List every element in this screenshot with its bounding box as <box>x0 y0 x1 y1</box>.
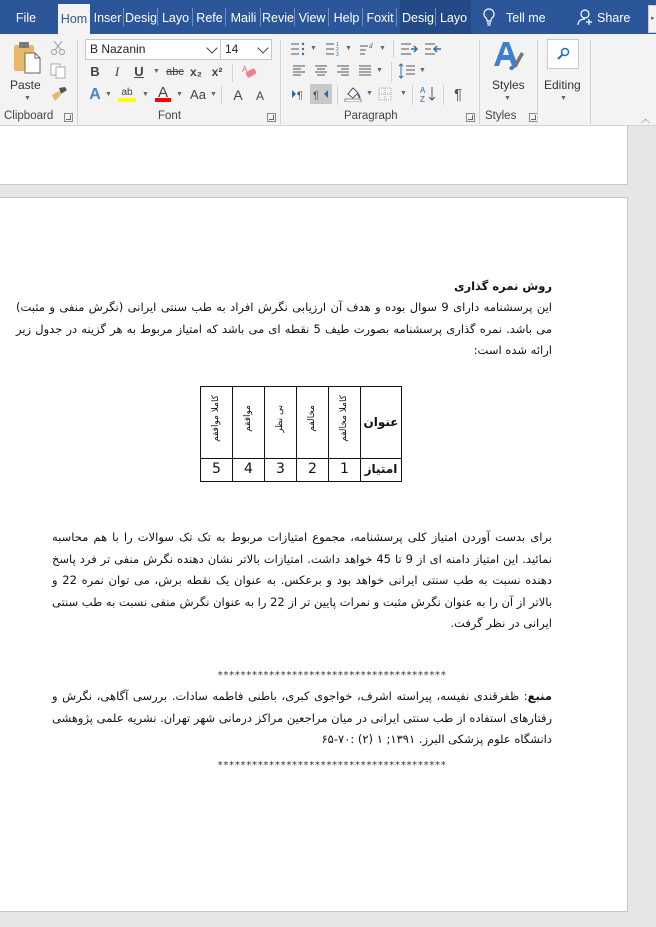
group-divider <box>537 40 538 124</box>
tell-me-box[interactable] <box>482 0 546 34</box>
shrink-font-button[interactable]: A <box>255 89 264 103</box>
tab-mailings[interactable]: Maili <box>226 0 261 34</box>
highlight-button[interactable]: ab <box>118 84 136 102</box>
table-header-cell <box>201 387 233 459</box>
option-label: کاملا مخالفم <box>338 395 349 443</box>
underline-button[interactable]: U <box>134 64 144 79</box>
lightbulb-icon <box>482 8 496 26</box>
clear-formatting-icon[interactable] <box>240 64 258 80</box>
copy-icon[interactable] <box>50 63 66 79</box>
numbering-dropdown-icon[interactable]: ▼ <box>345 45 352 52</box>
bullets-icon[interactable] <box>290 42 306 56</box>
svg-text:Z: Z <box>420 95 425 103</box>
styles-group-label: Styles <box>485 110 517 122</box>
show-formatting-marks-button[interactable]: ¶ <box>453 86 463 103</box>
scoring-paragraph: برای بدست آوردن امتیاز کلی پرسشنامه، مجموع امتیازات مربوط به تک تک سوالات را با هم محاسبه نمائید. این امتیاز دامنه ای از 9 تا 45 خواهد داشت. امتیازات بالاتر نشان دهنده نگرش منفی تر فرد پاسخ دهنده نسبت به طب سنتی ایرانی خواهد بود و برعکس. به عنوان یک نقطه برش، می توان نمره 22 و بالاتر از آن را به عنوان نگرش مثبت و نمرات پایین تر از 22 را به عنوان نگرش منفی نسبت به طب سنتی ایرانی در نظر گرفت. <box>51 530 552 630</box>
group-divider <box>590 40 591 124</box>
ribbon-tab-bar <box>0 0 656 34</box>
svg-text:1: 1 <box>371 42 374 46</box>
share-button[interactable] <box>577 0 630 34</box>
multilevel-list-icon[interactable] <box>359 42 375 56</box>
score-cell: 5 <box>201 459 233 482</box>
align-left-icon[interactable] <box>292 65 306 77</box>
source-label: منبع <box>527 689 552 703</box>
tab-table-design[interactable]: Desig <box>400 0 436 34</box>
change-case-dropdown-icon[interactable]: ▼ <box>210 91 217 98</box>
score-cell: 4 <box>233 459 265 482</box>
editing-icon-frame <box>547 39 579 69</box>
divider <box>443 85 444 105</box>
shading-dropdown-icon[interactable]: ▼ <box>366 90 373 97</box>
styles-button[interactable] <box>487 38 529 104</box>
tab-design[interactable]: Desig <box>124 0 158 34</box>
group-divider <box>280 40 281 124</box>
score-cell: 2 <box>297 459 329 482</box>
shading-icon[interactable] <box>344 86 362 102</box>
align-right-icon[interactable] <box>336 65 350 77</box>
cut-icon[interactable] <box>50 40 66 56</box>
editing-button[interactable] <box>542 38 586 104</box>
tab-references[interactable]: Refe <box>193 0 226 34</box>
tab-foxit[interactable]: Foxit <box>363 0 397 34</box>
bold-button[interactable]: B <box>90 64 100 79</box>
table-header-cell <box>233 387 265 459</box>
paste-dropdown-icon: ▼ <box>24 95 31 102</box>
table-cell-score-label: امتیاز <box>361 459 402 482</box>
multilevel-dropdown-icon[interactable]: ▼ <box>379 45 386 52</box>
separator-top: **************************************** <box>217 670 446 681</box>
line-spacing-icon[interactable] <box>398 63 416 79</box>
source-text: : ظفرقندی نفیسه، پیراسته اشرف، خواجوی کبری، باطنی فاطمه سادات. بررسی آگاهی، نگرش و رفتارهای استفاده از طب سنتی ایرانی در میان مراجعین مراکز درمانی شهر تهران. نشریه علمی پژوهشی دانشگاه علوم پزشکی البرز. ۱۳۹۱; ۱ (۲) :۷۰-۶۵ <box>52 689 552 746</box>
clipboard-dialog-launcher[interactable] <box>64 113 73 122</box>
subscript-button[interactable]: x₂ <box>189 65 202 79</box>
ribbon-scroll-right-button[interactable]: ▸ <box>648 5 656 33</box>
chevron-down-icon <box>206 42 217 53</box>
table-header-cell <box>297 387 329 459</box>
divider <box>391 62 392 82</box>
svg-text:¶: ¶ <box>297 90 303 100</box>
option-label: موافقم <box>242 405 253 433</box>
tab-help[interactable]: Help <box>330 0 363 34</box>
highlight-dropdown-icon[interactable]: ▼ <box>142 91 149 98</box>
format-painter-icon[interactable] <box>50 86 68 102</box>
rtl-direction-icon <box>313 88 329 100</box>
font-color-button[interactable]: A <box>155 84 171 102</box>
line-spacing-dropdown-icon[interactable]: ▼ <box>419 67 426 74</box>
score-cell: 3 <box>265 459 297 482</box>
tab-home[interactable]: Hom <box>58 4 90 34</box>
option-label: مخالفم <box>306 405 317 433</box>
ltr-direction-icon[interactable] <box>291 88 307 100</box>
chevron-down-icon <box>257 42 268 53</box>
table-score-row <box>201 459 402 482</box>
increase-indent-icon[interactable] <box>424 42 442 56</box>
decrease-indent-icon[interactable] <box>400 42 418 56</box>
font-size-combo[interactable] <box>220 39 272 60</box>
table-header-cell <box>329 387 361 459</box>
search-icon <box>557 47 571 61</box>
styles-label: Styles <box>492 78 525 92</box>
paste-label: Paste <box>10 78 41 92</box>
option-label: کاملا موافقم <box>210 395 221 443</box>
font-color-dropdown-icon[interactable]: ▼ <box>176 91 183 98</box>
section-heading: روش نمره گذاری <box>453 279 552 293</box>
group-divider <box>479 40 480 124</box>
styles-dropdown-icon: ▼ <box>504 95 511 102</box>
editing-dropdown-icon: ▼ <box>560 95 567 102</box>
svg-text:A: A <box>420 86 426 95</box>
font-name-combo[interactable] <box>85 39 221 60</box>
svg-text:A: A <box>242 65 248 74</box>
superscript-button[interactable]: x² <box>211 65 223 79</box>
change-case-button[interactable]: Aa <box>190 87 206 102</box>
underline-dropdown-icon[interactable]: ▼ <box>153 68 160 75</box>
intro-paragraph: این پرسشنامه دارای 9 سوال بوده و هدف آن ارزیابی نگرش افراد به طب سنتی ایرانی (نگرش منفی و مثبت) می باشد. نمره گذاری پرسشنامه بصورت طیف 5 نقطه ای می باشد که امتیاز مربوط به هر گزینه در جدول زیر ارائه شده است: <box>16 300 553 357</box>
rtl-direction-button[interactable] <box>310 84 332 104</box>
tab-insert[interactable]: Inser <box>91 0 124 34</box>
strikethrough-button[interactable]: abc <box>166 66 184 78</box>
tab-table-layout[interactable]: Layo <box>436 0 471 34</box>
ribbon <box>0 34 656 126</box>
divider <box>393 40 394 58</box>
source-paragraph <box>52 686 552 751</box>
document-body[interactable] <box>15 276 552 776</box>
share-label: Share <box>597 11 631 25</box>
table-cell-title-label: عنوان <box>361 387 402 459</box>
divider <box>412 85 413 105</box>
svg-text:1: 1 <box>336 42 339 48</box>
justify-icon[interactable] <box>358 65 372 77</box>
text-effects-button[interactable]: A <box>89 86 101 103</box>
table-header-row <box>201 387 402 459</box>
group-divider <box>77 40 78 124</box>
svg-text:2: 2 <box>336 47 339 53</box>
divider <box>221 86 222 104</box>
paste-icon <box>12 40 42 74</box>
borders-dropdown-icon[interactable]: ▼ <box>400 90 407 97</box>
paste-button[interactable] <box>6 38 46 104</box>
score-cell: 1 <box>329 459 361 482</box>
bullets-dropdown-icon[interactable]: ▼ <box>310 45 317 52</box>
tell-me-label: Tell me <box>506 11 546 25</box>
table-header-cell <box>265 387 297 459</box>
tab-view[interactable]: View <box>295 0 329 34</box>
font-group-label: Font <box>158 110 182 122</box>
text-effects-dropdown-icon[interactable]: ▼ <box>105 91 112 98</box>
svg-text:3: 3 <box>336 52 339 56</box>
person-add-icon <box>577 8 593 26</box>
align-center-icon[interactable] <box>314 65 328 77</box>
sort-icon[interactable] <box>419 85 437 103</box>
numbering-icon[interactable] <box>325 42 341 56</box>
italic-button[interactable]: I <box>114 64 120 79</box>
editing-label: Editing <box>544 78 581 92</box>
styles-icon <box>491 40 525 74</box>
scoring-table <box>200 386 402 482</box>
font-name-value: B Nazanin <box>90 42 146 56</box>
tab-review[interactable]: Revie <box>261 0 295 34</box>
svg-text:¶: ¶ <box>313 90 319 100</box>
paragraph-group-label: Paragraph <box>344 110 398 122</box>
borders-icon[interactable] <box>378 87 392 101</box>
separator-bottom: **************************************** <box>217 760 446 771</box>
tab-file[interactable]: File <box>15 11 37 25</box>
option-label: بی نظر <box>274 404 285 433</box>
divider <box>337 85 338 105</box>
grow-font-button[interactable]: A <box>233 87 243 103</box>
divider <box>232 64 233 82</box>
justify-dropdown-icon[interactable]: ▼ <box>376 67 383 74</box>
font-size-value: 14 <box>225 42 239 56</box>
tab-layout[interactable]: Layo <box>158 0 193 34</box>
clipboard-group-label: Clipboard <box>4 110 54 122</box>
paragraph-dialog-launcher[interactable] <box>466 113 475 122</box>
collapse-ribbon-button[interactable]: ︿ <box>641 114 651 124</box>
font-dialog-launcher[interactable] <box>267 113 276 122</box>
previous-page <box>0 126 628 185</box>
svg-text:a: a <box>369 44 373 50</box>
